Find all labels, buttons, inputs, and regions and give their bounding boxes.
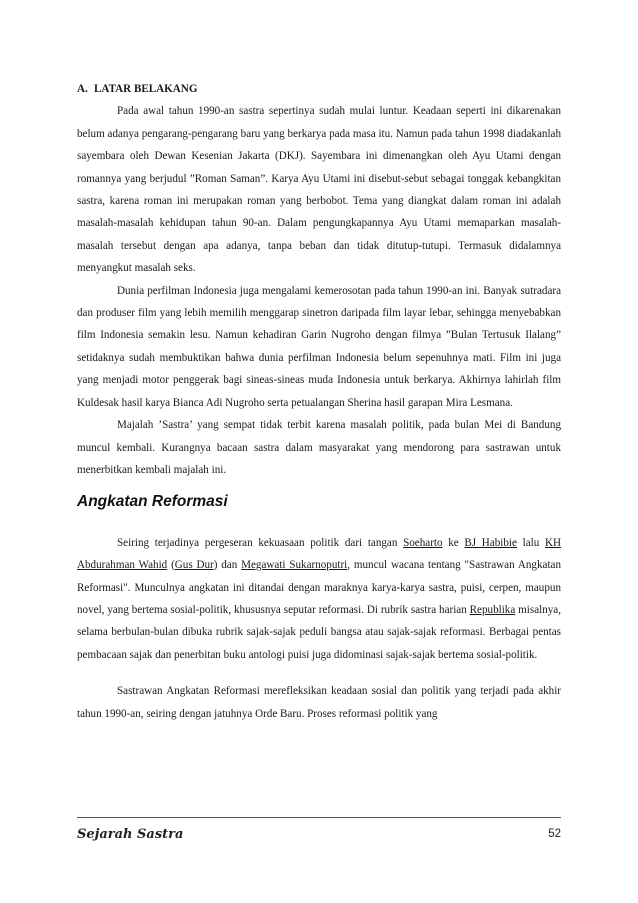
text-run: , muncul wacana tentang "Sastrawan Angkatan Reformasi". Munculnya angkatan ini ditandai dengan maraknya karya-karya sastra, puisi, cerpen, maupun novel, yang bertema sosial-politik, khususnya seputar reformasi. Di rubrik sastra harian xyxy=(77,559,562,616)
link-megawati-sukarnoputri[interactable]: Megawati Sukarnoputri xyxy=(241,559,348,572)
text-run: misalnya, selama berbulan-bulan dibuka rubrik sajak-sajak peduli bangsa atau sajak-sajak reformasi. Berbagai pentas pembacaan sajak dan penerbitan buku antologi puisi juga didominasi sajak-sajak bertema sosial-politik. xyxy=(77,603,561,661)
page-content xyxy=(77,78,561,725)
text-run: lalu xyxy=(516,536,545,549)
text-run: Seiring terjadinya pergeseran kekuasaan politik dari tangan xyxy=(117,536,404,549)
paragraph-3: Majalah ’Sastra’ yang sempat tidak terbit karena masalah politik, pada bulan Mei di Bandung muncul kembali. Kurangnya bacaan sastra dalam masyarakat yang mendorong para sastrawan untuk menerbitkan kembali majalah ini. xyxy=(77,419,561,476)
footer-title: Sejarah Sastra xyxy=(77,827,184,842)
section-number: A. xyxy=(77,83,88,95)
link-kh-abdurahman-wahid[interactable]: KH Abdurahman Wahid xyxy=(77,536,561,572)
link-soeharto[interactable]: Soeharto xyxy=(403,536,443,549)
paragraph-2: Dunia perfilman Indonesia juga mengalami kemerosotan pada tahun 1990-an ini. Banyak sutradara dan produser film yang lebih memilih menggarap sinetron daripada film layar lebar, sehingga menyebabkan film Indonesia semakin lesu. Namun kehadiran Garin Nugroho dengan filmya ”Bulan Tertusuk Ilalang” setidaknya sudah membuktikan bahwa dunia perfilman Indonesia belum sepenuhnya mati. Film ini juga yang menjadi motor penggerak bagi sineas-sineas muda Indonesia untuk berkarya. Akhirnya lahirlah film Kuldesak hasil karya Bianca Adi Nugroho serta petualangan Sherina hasil garapan Mira Lesmana. xyxy=(77,284,561,409)
reformasi-paragraph-1 xyxy=(77,532,561,666)
reformasi-paragraph-2: Sastrawan Angkatan Reformasi merefleksikan keadaan sosial dan politik yang terjadi pada akhir tahun 1990-an, seiring dengan jatuhnya Orde Baru. Proses reformasi politik yang xyxy=(77,685,561,720)
link-gus-dur[interactable]: Gus Dur xyxy=(174,559,214,572)
paragraph-1: Pada awal tahun 1990-an sastra sepertinya sudah mulai luntur. Keadaan seperti ini dikarenakan belum adanya pengarang-pengarang baru yang berkarya pada masa itu. Namun pada tahun 1998 diadakanlah sayembara oleh Dewan Kesenian Jakarta (DKJ). Sayembara ini dimenangkan oleh Ayu Utami dengan romannya yang berjudul ”Roman Saman”. Karya Ayu Utami ini disebut-sebut sebagai tonggak kebangkitan sastra, karena roman ini merupakan roman yang berbobot. Tema yang diangkat dalam roman ini adalah masalah-masalah kehidupan tahun 90-an. Dalam pengungkapannya Ayu Utami memaparkan masalah-masalah tersebut dengan apa adanya, tanpa beban dan tidak ditutup-tutupi. Termasuk didalamnya menyangkut masalah seks. xyxy=(77,105,561,275)
link-bj-habibie[interactable]: BJ Habibie xyxy=(464,536,517,549)
text-run: ) dan xyxy=(213,559,242,572)
paragraph-gap xyxy=(77,666,561,680)
page-number: 52 xyxy=(548,828,561,840)
page-footer xyxy=(77,817,561,842)
section-heading xyxy=(77,78,561,100)
text-run: ( xyxy=(167,559,175,572)
section-title: LATAR BELAKANG xyxy=(94,83,198,95)
text-run: ke xyxy=(442,536,465,549)
link-republika[interactable]: Republika xyxy=(469,603,516,616)
subsection-heading: Angkatan Reformasi xyxy=(77,493,228,511)
